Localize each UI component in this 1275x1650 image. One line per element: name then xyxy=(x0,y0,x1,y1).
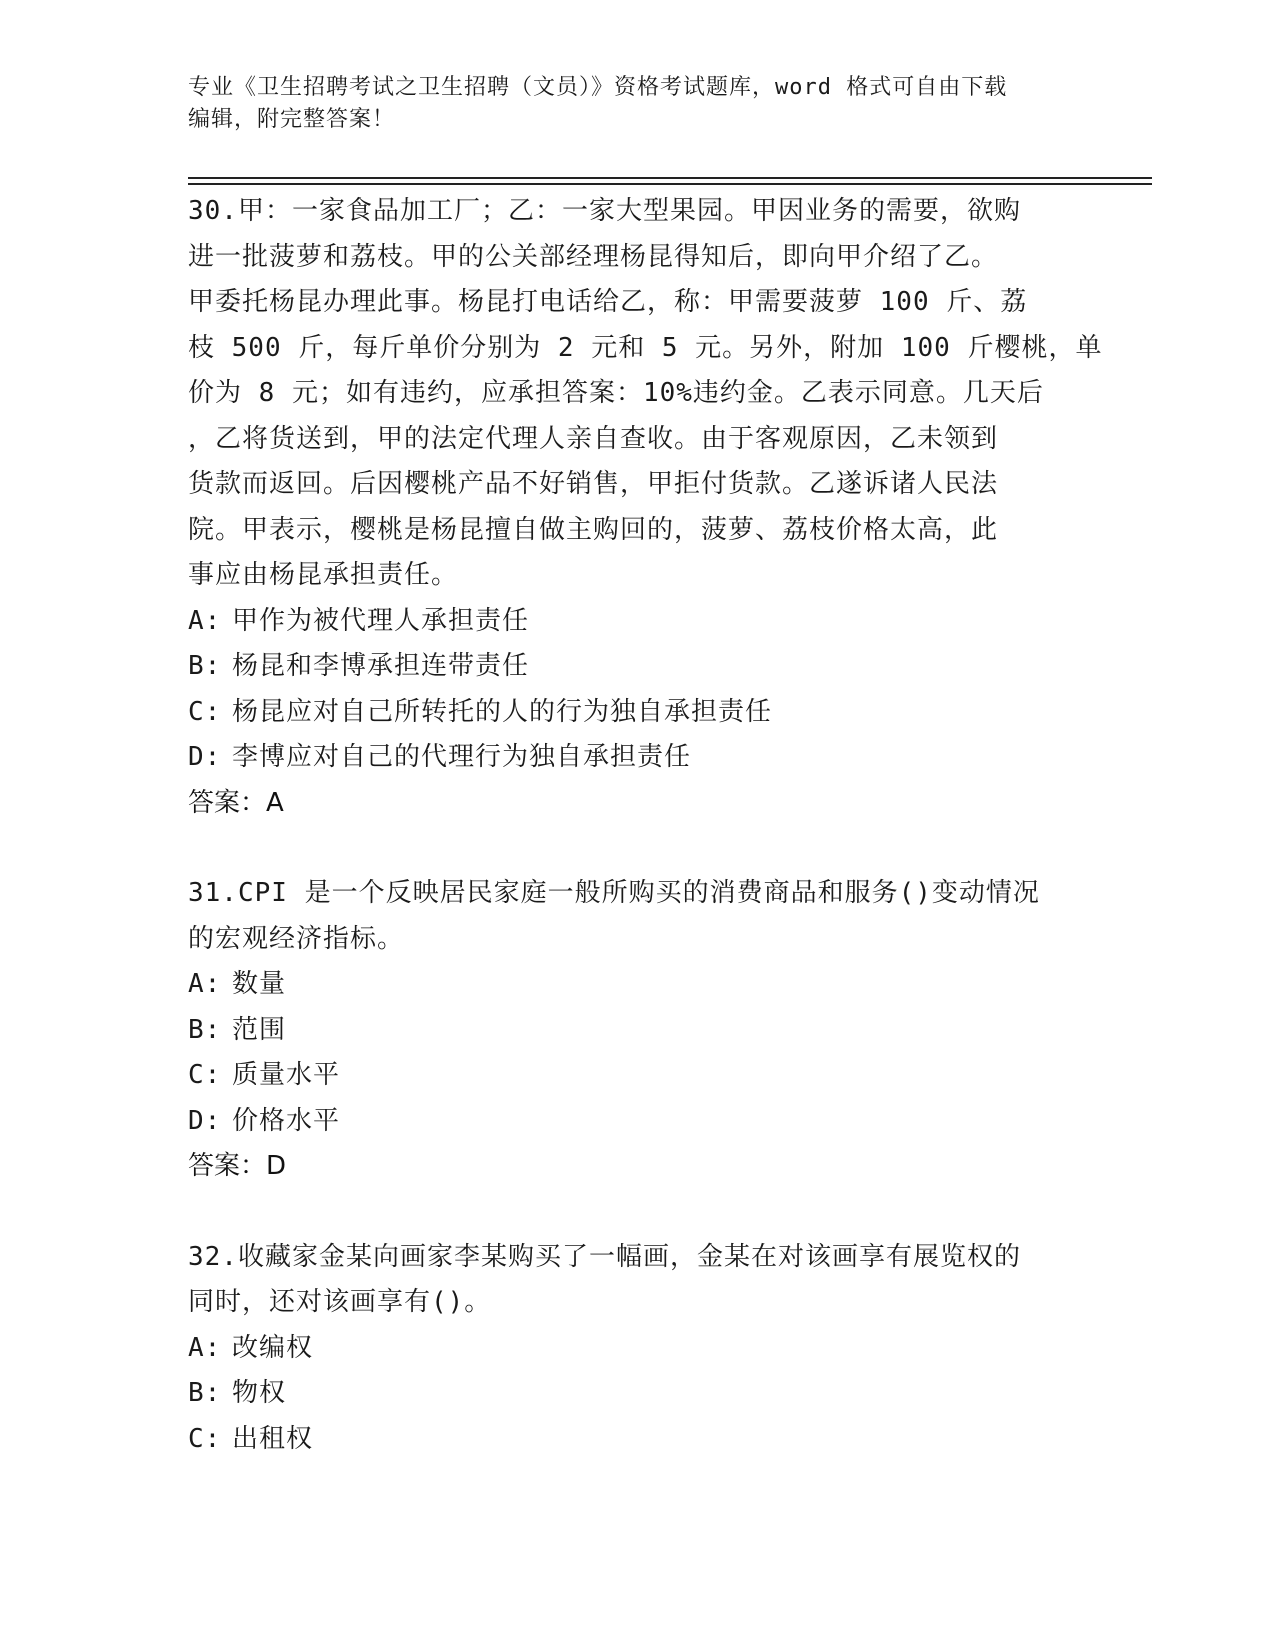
option-d xyxy=(188,1099,1088,1145)
option-text: 出租权 xyxy=(232,1423,314,1454)
option-text: 范围 xyxy=(232,1014,287,1045)
option-b xyxy=(188,1371,1088,1417)
option-letter: C: xyxy=(188,1423,222,1454)
option-text: 杨昆应对自己所转托的人的行为独自承担责任 xyxy=(232,696,773,727)
option-c xyxy=(188,1417,1088,1463)
header-divider-top xyxy=(188,177,1152,179)
option-letter: D: xyxy=(188,1105,222,1136)
question-line: 货款而返回。后因樱桃产品不好销售，甲拒付货款。乙遂诉诸人民法 xyxy=(188,469,999,499)
option-text: 改编权 xyxy=(232,1332,314,1363)
option-text: 李博应对自己的代理行为独自承担责任 xyxy=(232,742,692,772)
answer-line: 答案：D xyxy=(188,1151,287,1181)
question-list xyxy=(188,189,1103,1462)
question-line: 31.CPI 是一个反映居民家庭一般所购买的消费商品和服务()变动情况 xyxy=(188,878,1040,908)
header-divider-bottom xyxy=(188,183,1152,185)
option-letter: A: xyxy=(188,1332,222,1363)
question-line: 甲委托杨昆办理此事。杨昆打电话给乙，称：甲需要菠萝 100 斤、荔 xyxy=(188,287,1028,317)
option-text: 数量 xyxy=(232,969,287,999)
option-letter: B: xyxy=(188,1378,222,1408)
question-line: 价为 8 元；如有违约，应承担答案：10%违约金。乙表示同意。几天后 xyxy=(188,378,1044,408)
option-a xyxy=(188,1326,1088,1372)
answer-line: 答案：A xyxy=(188,787,284,818)
header-line-2: 编辑，附完整答案！ xyxy=(188,107,396,132)
option-letter: C: xyxy=(188,696,222,727)
option-d xyxy=(188,735,1088,781)
option-c xyxy=(188,1053,1088,1099)
question-line: 院。甲表示，樱桃是杨昆擅自做主购回的，菠萝、荔枝价格太高，此 xyxy=(188,514,999,545)
option-text: 质量水平 xyxy=(232,1060,341,1090)
option-text: 物权 xyxy=(232,1378,287,1408)
option-text: 杨昆和李博承担连带责任 xyxy=(232,651,530,681)
question-spacer xyxy=(188,826,1088,871)
option-b xyxy=(188,1008,1088,1054)
option-text: 甲作为被代理人承担责任 xyxy=(232,605,530,636)
option-letter: D: xyxy=(188,742,222,772)
option-a xyxy=(188,599,1088,645)
question-line: 事应由杨昆承担责任。 xyxy=(188,560,459,590)
option-c xyxy=(188,690,1088,736)
question-line: 枝 500 斤，每斤单价分别为 2 元和 5 元。另外，附加 100 斤樱桃，单 xyxy=(188,332,1103,363)
question-line: ，乙将货送到，甲的法定代理人亲自查收。由于客观原因，乙未领到 xyxy=(188,423,999,454)
question-31 xyxy=(188,871,1088,1190)
option-letter: A: xyxy=(188,969,222,999)
option-letter: B: xyxy=(188,1014,222,1045)
question-spacer xyxy=(188,1190,1088,1235)
header-line-1: 专业《卫生招聘考试之卫生招聘（文员）》资格考试题库，word 格式可自由下载 xyxy=(188,75,1008,100)
question-line: 32.收藏家金某向画家李某购买了一幅画，金某在对该画享有展览权的 xyxy=(188,1241,1021,1272)
option-letter: C: xyxy=(188,1060,222,1090)
option-text: 价格水平 xyxy=(232,1105,341,1136)
question-text xyxy=(188,1235,1088,1326)
question-30 xyxy=(188,189,1103,826)
option-letter: B: xyxy=(188,651,222,681)
option-letter: A: xyxy=(188,605,222,636)
question-line: 30.甲：一家食品加工厂；乙：一家大型果园。甲因业务的需要，欲购 xyxy=(188,196,1021,226)
question-text xyxy=(188,871,1088,962)
option-a xyxy=(188,962,1088,1008)
question-line: 进一批菠萝和荔枝。甲的公关部经理杨昆得知后，即向甲介绍了乙。 xyxy=(188,241,999,272)
document-header xyxy=(188,72,1068,136)
question-32 xyxy=(188,1235,1088,1463)
option-b xyxy=(188,644,1088,690)
question-line: 的宏观经济指标。 xyxy=(188,923,405,954)
question-line: 同时，还对该画享有()。 xyxy=(188,1287,492,1317)
question-text xyxy=(188,189,1103,599)
